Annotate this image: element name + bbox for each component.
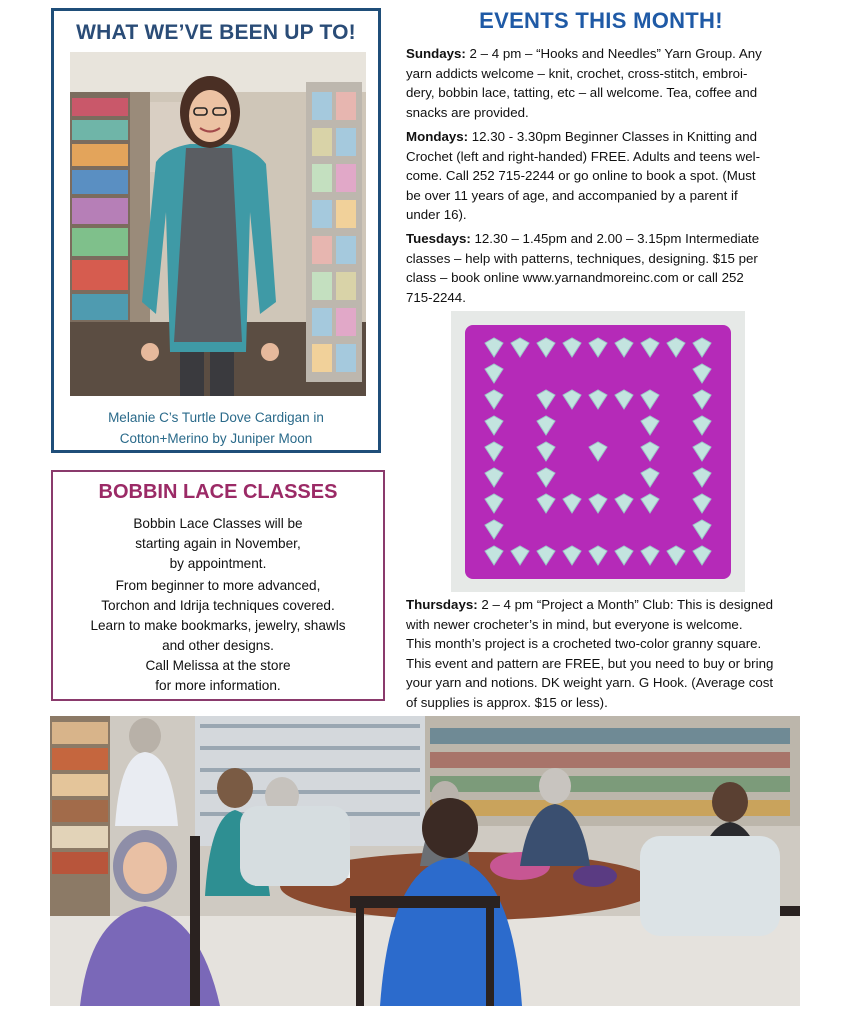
- bobbin-line: Torchon and Idrija techniques covered.: [101, 598, 335, 613]
- event-text: This event and pattern are FREE, but you need to buy or bring: [406, 655, 774, 671]
- event-tuesday: [406, 229, 796, 307]
- event-text: snacks are provided.: [406, 104, 529, 120]
- event-day: Mondays:: [406, 129, 469, 144]
- bobbin-details-paragraph: [53, 576, 383, 696]
- event-text: classes – help with patterns, techniques, designing. $15 per: [406, 250, 758, 266]
- group-photo: [50, 716, 800, 1006]
- caption-line: Cotton+Merino by Juniper Moon: [119, 431, 313, 446]
- granny-square-photo: [451, 311, 745, 592]
- event-text: dery, bobbin lace, tatting, etc – all welcome. Tea, coffee and: [406, 85, 758, 100]
- caption-line: Melanie C’s Turtle Dove Cardigan in: [108, 410, 324, 425]
- event-text: under 16).: [406, 207, 467, 222]
- group-photo-illustration: [50, 716, 800, 1006]
- event-text: Crochet (left and right-handed) FREE. Adults and teens wel-: [406, 148, 761, 164]
- bobbin-line: Call Melissa at the store: [145, 658, 291, 673]
- event-day: Sundays:: [406, 46, 466, 61]
- bobbin-heading: BOBBIN LACE CLASSES: [98, 481, 338, 503]
- event-text: your yarn and notions. DK weight yarn. G Hook. (Average cost: [406, 675, 774, 690]
- bobbin-schedule-paragraph: [53, 514, 383, 574]
- event-text: of supplies is approx. $15 or less).: [406, 694, 608, 710]
- bobbin-line: starting again in November,: [135, 536, 301, 551]
- cardigan-caption: [54, 407, 378, 449]
- bobbin-line: for more information.: [155, 678, 281, 693]
- cardigan-photo: [70, 52, 366, 396]
- event-text: with newer crocheter’s in mind, but everyone is welcome.: [406, 616, 743, 632]
- event-day: Thursdays:: [406, 597, 478, 612]
- event-text: 12.30 - 3.30pm Beginner Classes in Knitting and: [468, 129, 758, 144]
- event-monday: [406, 127, 796, 225]
- up-to-heading: WHAT WE’VE BEEN UP TO!: [76, 21, 356, 44]
- event-day: Tuesdays:: [406, 231, 471, 246]
- event-text: class – book online www.yarnandmoreinc.com or call 252: [406, 270, 744, 285]
- event-text: 2 – 4 pm – “Hooks and Needles” Yarn Group. Any: [465, 46, 762, 61]
- event-text: be over 11 years of age, and accompanied by a parent if: [406, 187, 738, 203]
- event-text: This month’s project is a crocheted two-color granny square.: [406, 636, 762, 651]
- event-sunday: [406, 44, 796, 122]
- event-text: come. Call 252 715-2244 or go online to book a spot. (Must: [406, 168, 756, 183]
- bobbin-line: and other designs.: [162, 638, 274, 653]
- bobbin-line: Bobbin Lace Classes will be: [133, 516, 303, 531]
- event-text: yarn addicts welcome – knit, crochet, cross-stitch, embroi-: [406, 65, 748, 81]
- bobbin-line: by appointment.: [169, 556, 267, 571]
- event-text: 12.30 – 1.45pm and 2.00 – 3.15pm Intermediate: [470, 231, 760, 246]
- bobbin-line: From beginner to more advanced,: [115, 578, 321, 593]
- bobbin-lace-box: [51, 470, 385, 701]
- event-text: 2 – 4 pm “Project a Month” Club: This is designed: [477, 597, 774, 612]
- event-thursday: [406, 595, 796, 712]
- up-to-box: [51, 8, 381, 453]
- bobbin-line: Learn to make bookmarks, jewelry, shawls: [90, 618, 346, 633]
- granny-square-illustration: [451, 311, 745, 592]
- events-title: EVENTS THIS MONTH!: [479, 8, 723, 33]
- event-text: 715-2244.: [406, 289, 466, 305]
- cardigan-photo-illustration: [70, 52, 366, 396]
